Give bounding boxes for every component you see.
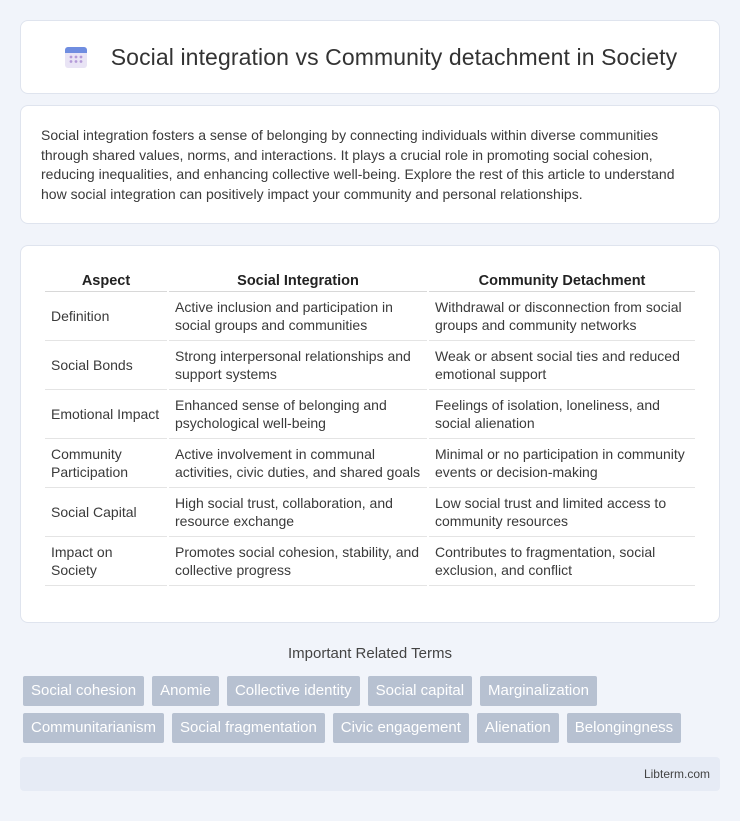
row-detachment: Contributes to fragmentation, social exclusion, and conflict (429, 537, 695, 586)
row-integration: Enhanced sense of belonging and psychological well-being (169, 390, 427, 439)
row-detachment: Feelings of isolation, loneliness, and social alienation (429, 390, 695, 439)
row-detachment: Low social trust and limited access to community resources (429, 488, 695, 537)
row-integration: Active inclusion and participation in social groups and communities (169, 292, 427, 341)
row-detachment: Weak or absent social ties and reduced emotional support (429, 341, 695, 390)
intro-text: Social integration fosters a sense of belonging by connecting individuals within diverse communities through shared values, norms, and interactions. It plays a crucial role in promoting social cohesion, reducing inequalities, and enhancing collective well-being. Explore the rest of this article to understand how social integration can positively impact your community and personal relationships. (41, 127, 675, 202)
tag-alienation[interactable]: Alienation (477, 713, 559, 743)
row-aspect: Community Participation (45, 439, 167, 488)
tag-marginalization[interactable]: Marginalization (480, 676, 597, 706)
row-aspect: Social Capital (45, 488, 167, 537)
intro-card (20, 105, 720, 224)
related-terms-title: Important Related Terms (288, 645, 452, 662)
tag-belongingness[interactable]: Belongingness (567, 713, 681, 743)
table-row (45, 537, 695, 586)
tag-collective-identity[interactable]: Collective identity (227, 676, 360, 706)
comparison-card (20, 245, 720, 623)
footer-site-link[interactable]: Libterm.com (643, 767, 710, 781)
tag-row (23, 713, 723, 743)
row-aspect: Social Bonds (45, 341, 167, 390)
header-aspect: Aspect (45, 266, 167, 292)
calendar-icon (63, 44, 89, 70)
row-integration: Promotes social cohesion, stability, and collective progress (169, 537, 427, 586)
tag-social-capital[interactable]: Social capital (368, 676, 472, 706)
table-header-row (45, 266, 695, 292)
row-integration: Strong interpersonal relationships and support systems (169, 341, 427, 390)
tag-social-cohesion[interactable]: Social cohesion (23, 676, 144, 706)
table-row (45, 439, 695, 488)
row-integration: High social trust, collaboration, and resource exchange (169, 488, 427, 537)
comparison-table (43, 266, 697, 586)
footer (20, 757, 720, 791)
related-terms-list (23, 676, 723, 750)
header-card (20, 20, 720, 94)
tag-civic-engagement[interactable]: Civic engagement (333, 713, 469, 743)
table-row (45, 488, 695, 537)
row-aspect: Impact on Society (45, 537, 167, 586)
tag-row (23, 676, 723, 706)
row-aspect: Definition (45, 292, 167, 341)
row-detachment: Withdrawal or disconnection from social groups and community networks (429, 292, 695, 341)
header-community-detachment: Community Detachment (429, 266, 695, 292)
row-detachment: Minimal or no participation in community events or decision-making (429, 439, 695, 488)
row-aspect: Emotional Impact (45, 390, 167, 439)
header-social-integration: Social Integration (169, 266, 427, 292)
tag-anomie[interactable]: Anomie (152, 676, 219, 706)
table-row (45, 292, 695, 341)
table-row (45, 390, 695, 439)
row-integration: Active involvement in communal activities, civic duties, and shared goals (169, 439, 427, 488)
tag-communitarianism[interactable]: Communitarianism (23, 713, 164, 743)
tag-social-fragmentation[interactable]: Social fragmentation (172, 713, 325, 743)
page-title: Social integration vs Community detachment in Society (110, 43, 678, 70)
table-row (45, 341, 695, 390)
